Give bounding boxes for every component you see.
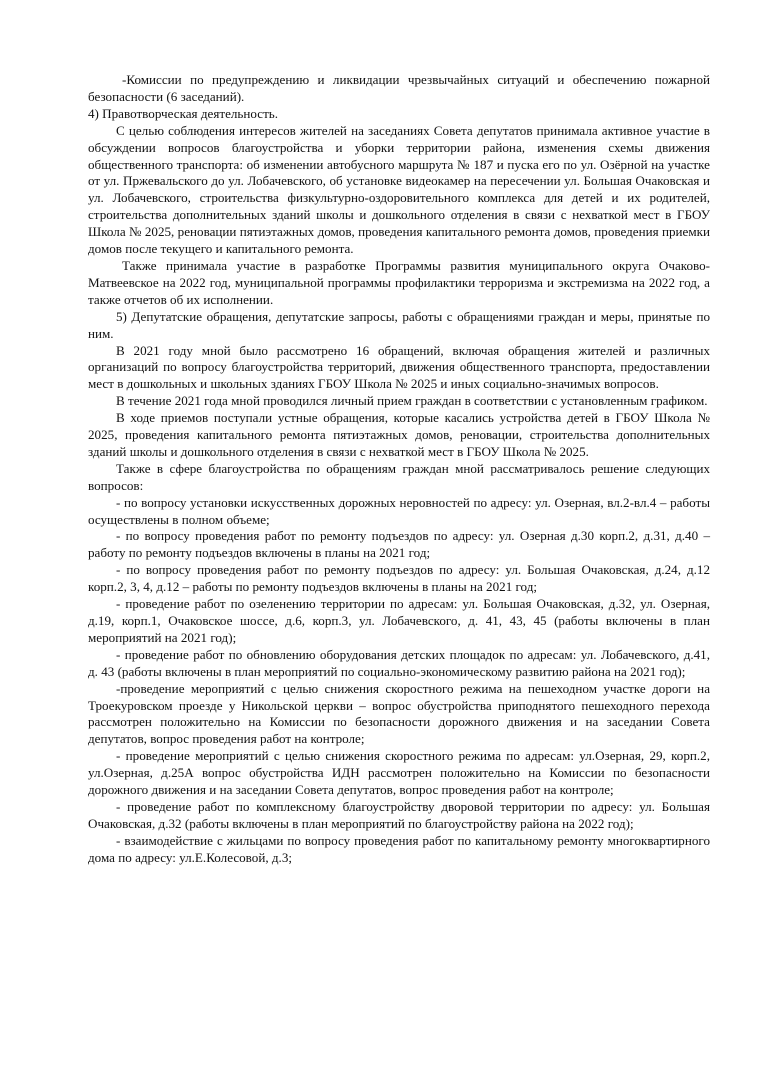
list-item: - взаимодействие с жильцами по вопросу проведения работ по капитальному ремонту многоквартирного дома по адресу: ул.Е.Колесовой, д.3; bbox=[88, 832, 710, 865]
list-item: - проведение работ по комплексному благоустройству дворовой территории по адресу: ул. Большая Очаковская, д.32 (работы включены в план мероприятий по благоустройству района на 2022 год); bbox=[88, 798, 710, 831]
list-item: - по вопросу проведения работ по ремонту подъездов по адресу: ул. Озерная д.30 корп.2, д.31, д.40 – работу по ремонту подъездов включены в планы на 2021 год; bbox=[88, 528, 710, 561]
list-item: - проведение мероприятий с целью снижения скоростного режима по адресам: ул.Озерная, 29, корп.2, ул.Озерная, д.25А вопрос обустройства ИДН рассмотрен положительно на Комиссии по безопасности дорожного движения и на заседании Совета депутатов, вопрос проведения работ на контроле; bbox=[88, 748, 710, 798]
paragraph-personal-reception: В течение 2021 года мной проводился личный прием граждан в соответствии с установленным графиком. bbox=[116, 393, 708, 409]
list-item: - по вопросу установки искусственных дорожных неровностей по адресу: ул. Озерная, вл.2-вл.4 – работы осуществлены в полном объеме; bbox=[88, 494, 710, 527]
paragraph-oral-appeals: В ходе приемов поступали устные обращения, которые касались устройства детей в ГБОУ Школа № 2025, проведения капитального ремонта пятиэтажных домов, реновации, строительства дополнительных зданий школы и дошкольного отделения в связи с нехваткой мест в ГБОУ Школа № 2025. bbox=[88, 410, 710, 459]
list-item: - проведение работ по озеленению территории по адресам: ул. Большая Очаковская, д.32, ул. Озерная, д.19, корп.1, Очаковское шоссе, д.6, корп.3, ул. Лобачевского, д. 41, 43, 45 (работы включены в план мероприятий на 2021 год); bbox=[88, 596, 710, 645]
paragraph-program-development: Также принимала участие в разработке Программы развития муниципального округа Очаково-Матвеевское на 2022 год, муниципальной программы профилактики терроризма и экстремизма на 2022 год, а также отчетов об их исполнении. bbox=[88, 257, 710, 307]
paragraph-commission: -Комиссии по предупреждению и ликвидации чрезвычайных ситуаций и обеспечению пожарной безопасности (6 заседаний). bbox=[88, 72, 710, 104]
list-item: - проведение работ по обновлению оборудования детских площадок по адресам: ул. Лобачевского, д.41, д. 43 (работы включены в план мероприятий по социально-экономическому развитию района на 2021 год); bbox=[88, 646, 710, 679]
paragraph-appeals-count: В 2021 году мной было рассмотрено 16 обращений, включая обращения жителей и различных организаций по вопросу благоустройства территорий, движения общественного транспорта, предоставлении мест в дошкольных и школьных зданиях ГБОУ Школа № 2025 и иных социально-значимых вопросов. bbox=[88, 342, 710, 392]
paragraph-heading-5: 5) Депутатские обращения, депутатские запросы, работы с обращениями граждан и меры, принятые по ним. bbox=[88, 308, 710, 341]
paragraph-improvement-intro: Также в сфере благоустройства по обращениям граждан мной рассматривалось решение следующих вопросов: bbox=[88, 460, 710, 493]
document-page bbox=[88, 72, 710, 867]
list-item: -проведение мероприятий с целью снижения скоростного режима на пешеходном участке дороги на Троекуровском проезде у Никольской церкви – вопрос обустройства приподнятого пешеходного перехода рассмотрен положительно на Комиссии по безопасности дорожного движения и на заседании Совета депутатов, вопрос проведения работ на контроле; bbox=[88, 680, 710, 747]
paragraph-heading-4: 4) Правотворческая деятельность. bbox=[88, 105, 279, 121]
paragraph-council-participation: С целью соблюдения интересов жителей на заседаниях Совета депутатов принимала активное участие в обсуждении вопросов благоустройства и уборки территории района, изменения схемы движения общественного транспорта: об изменении автобусного маршрута № 187 и пуска его по ул. Озёрной на участке от ул. Пржевальского до ул. Лобачевского, об установке видеокамер на пересечении ул. Большая Очаковская и ул. Лобачевского, строительства физкультурно-оздоровительного комплекса для детей и их родителей, строительства дополнительных зданий школы и дошкольного отделения в связи с нехваткой мест в ГБОУ Школа № 2025, реновации пятиэтажных домов, проведения капитального ремонта домов, проведения приемки домов после текущего и капитального ремонта. bbox=[88, 122, 710, 257]
list-item: - по вопросу проведения работ по ремонту подъездов по адресу: ул. Большая Очаковская, д.24, д.12 корп.2, 3, 4, д.12 – работы по ремонту подъездов включены в планы на 2021 год; bbox=[88, 562, 710, 595]
